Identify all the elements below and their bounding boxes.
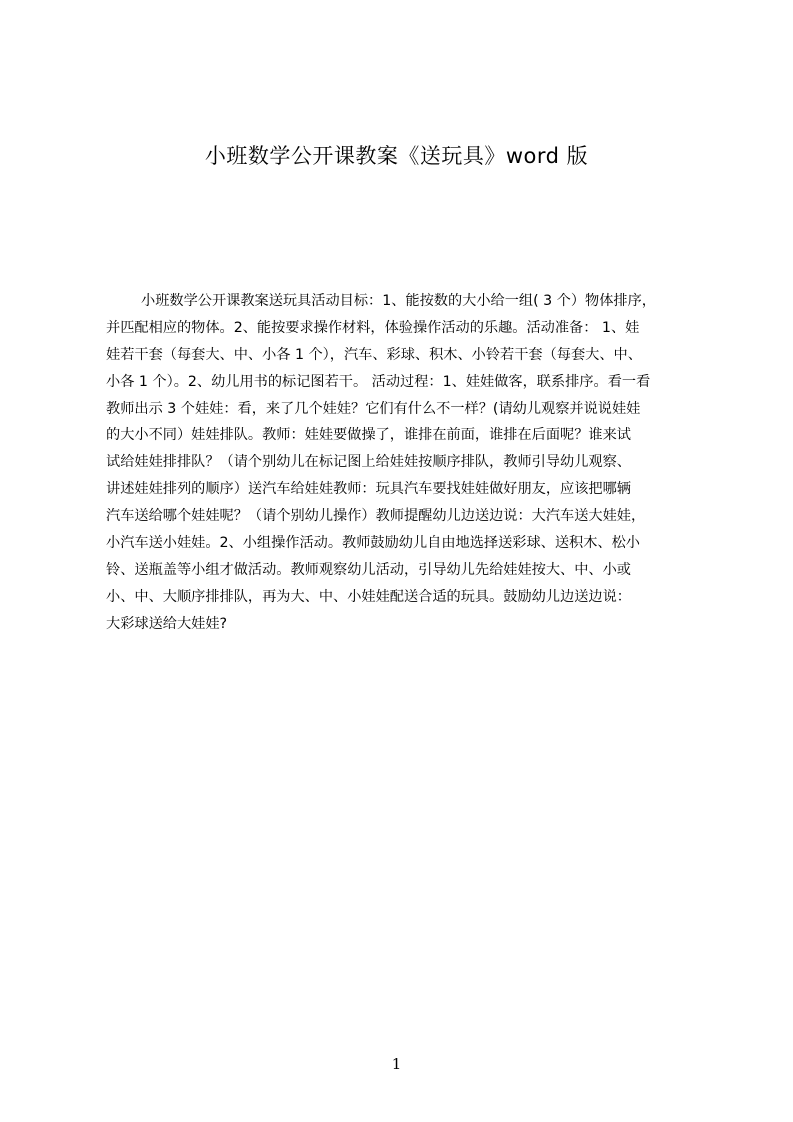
body-line: 试给娃娃排排队？（请个别幼儿在标记图上给娃娃按顺序排队，教师引导幼儿观察、 bbox=[106, 454, 631, 471]
body-line: 教师出示 3 个娃娃：看，来了几个娃娃？它们有什么不一样？(请幼儿观察并说说娃娃 bbox=[106, 400, 641, 417]
body-line: 小、中、大顺序排排队，再为大、中、小娃娃配送合适的玩具。鼓励幼儿边送边说： bbox=[106, 588, 631, 605]
document-title: 小班数学公开课教案《送玩具》word 版 bbox=[204, 144, 589, 168]
body-line: 小汽车送小娃娃。2、小组操作活动。教师鼓励幼儿自由地选择送彩球、送积木、松小 bbox=[106, 535, 640, 552]
body-line: 大彩球送给大娃娃? bbox=[106, 615, 228, 632]
body-line: 娃若干套（每套大、中、小各 1 个），汽车、彩球、积木、小铃若干套（每套大、中、 bbox=[106, 346, 642, 363]
page-number: 1 bbox=[391, 1055, 402, 1073]
body-line: 讲述娃娃排列的顺序）送汽车给娃娃教师：玩具汽车要找娃娃做好朋友，应该把哪辆 bbox=[106, 481, 631, 498]
body-line: 并匹配相应的物体。2、能按要求操作材料，体验操作活动的乐趣。活动准备： 1、娃 bbox=[106, 319, 640, 336]
body-line: 小班数学公开课教案送玩具活动目标：1、能按数的大小给一组( 3 个）物体排序， bbox=[141, 293, 656, 309]
body-line: 汽车送给哪个娃娃呢？（请个别幼儿操作）教师提醒幼儿边送边说：大汽车送大娃娃， bbox=[106, 508, 646, 525]
body-line: 的大小不同）娃娃排队。教师：娃娃要做操了，谁排在前面，谁排在后面呢？谁来试 bbox=[106, 427, 631, 444]
body-line: 铃、送瓶盖等小组才做活动。教师观察幼儿活动，引导幼儿先给娃娃按大、中、小或 bbox=[106, 561, 631, 578]
body-paragraph bbox=[106, 288, 696, 638]
body-line: 小各 1 个）。2、幼儿用书的标记图若干。 活动过程：1、娃娃做客，联系排序。看一看 bbox=[106, 373, 651, 390]
